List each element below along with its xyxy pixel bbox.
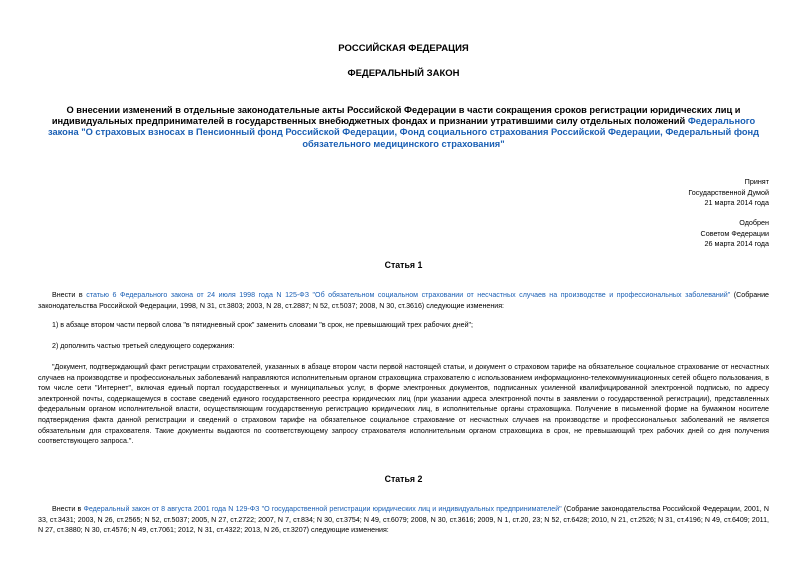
article1-item2: 2) дополнить частью третьей следующего содержания: [52, 342, 235, 350]
approval-block [701, 218, 769, 250]
adoption-date: 21 марта 2014 года [704, 198, 769, 208]
article2-intro-suffix: (Собрание законодательства Российской Федерации, 2001, N 33, ст.3431; 2003, N 26, ст.2565; N 52, ст.5037; 2005, N 27, ст.2722; 2007, N 7, ст.834; N 30, ст.3754; N 49, ст.6079; 2008, N 30, ст.3616; 2009, N 1, ст.20, 23; N 52, ст.6428; 2010, N 21, ст.2526; N 31, ст.4196; N 49, ст.6409; 2011, N 27, ст.3880; N 30, ст.4576; N 49, ст.7061; 2012, N 31, ст.4322; 2013, N 26, ст.3207) следующие изменения: [38, 505, 769, 535]
article2-intro-prefix: Внести в [52, 505, 84, 513]
article1-intro-link[interactable]: статью 6 Федерального закона от 24 июля 1998 года N 125-ФЗ "Об обязательном социальном страховании от несчастных случаев на производстве и профессиональных заболеваний" [86, 291, 731, 299]
approval-line1: Одобрен [739, 218, 769, 227]
law-title [36, 105, 771, 150]
law-title-link[interactable]: Федерального закона "О страховых взносах в Пенсионный фонд Российской Федерации, Фонд социального страхования Российской Федерации, Федеральный фонд обязательного медицинского страхования" [47, 116, 760, 149]
approval-line2: Советом Федерации [700, 228, 769, 238]
article1-quote: "Документ, подтверждающий факт регистрации страхователей, указанных в абзаце втором части первой настоящей статьи, и документ о страховом тарифе на обязательное социальное страхование от несчастных случаев на производстве и профессиональных заболеваний направляются исполнительным органом страховщика страхователю с использованием информационно-телекоммуникационных сетей общего пользования, в том числе сети "Интернет", включая единый портал государственных и муниципальных услуг, в форме электронных документов, подписанных усиленной квалифицированной электронной подписью, по адресу электронной почты, содержащемуся в составе сведений единого государственного реестра юридических лиц (при указании адреса электронной почты в заявлении о государственной регистрации), представленных федеральным органом исполнительной власти, осуществляющим государственную регистрацию юридических лиц, в исполнительные органы страховщика. Получение в письменной форме на бумажном носителе подтверждения факта данной регистрации и сведений о страховом тарифе на обязательное социальное страхование от несчастных случаев на производстве и профессиональных заболеваний не является обязательным для страхователя. Такие документы выдаются по соответствующему запросу страхователя исполнительным органом страховщика в срок, не превышающий трех рабочих дней со дня получения соответствующего запроса.". [38, 363, 769, 446]
country-heading: РОССИЙСКАЯ ФЕДЕРАЦИЯ [338, 43, 469, 54]
approval-date: 26 марта 2014 года [704, 239, 769, 249]
law-title-text: О внесении изменений в отдельные законодательные акты Российской Федерации в части сокращения сроков регистрации юридических лиц и индивидуальных предпринимателей в государственных внебюджетных фондах и признании утратившими силу отдельных положений [51, 105, 741, 127]
adoption-block [688, 177, 769, 209]
article1-intro-prefix: Внести в [52, 291, 87, 299]
article1-heading: Статья 1 [384, 260, 423, 270]
article1-intro-suffix: (Собрание законодательства Российской Федерации, 1998, N 31, ст.3803; 2003, N 28, ст.2887; N 52, ст.5037; 2008, N 30, ст.3616) следующие изменения: [38, 291, 769, 310]
adoption-line1: Принят [744, 177, 769, 186]
article1-item1: 1) в абзаце втором части первой слова "в пятидневный срок" заменить словами "в срок, не превышающий трех рабочих дней"; [52, 321, 474, 329]
article2-heading: Статья 2 [384, 474, 423, 484]
adoption-line2: Государственной Думой [688, 187, 769, 197]
article2-intro-link[interactable]: Федеральный закон от 8 августа 2001 года N 129-ФЗ "О государственной регистрации юридических лиц и индивидуальных предпринимателей" [83, 505, 562, 513]
law-type-heading: ФЕДЕРАЛЬНЫЙ ЗАКОН [347, 68, 460, 79]
article1-intro [38, 290, 769, 311]
article2-intro [38, 504, 769, 536]
